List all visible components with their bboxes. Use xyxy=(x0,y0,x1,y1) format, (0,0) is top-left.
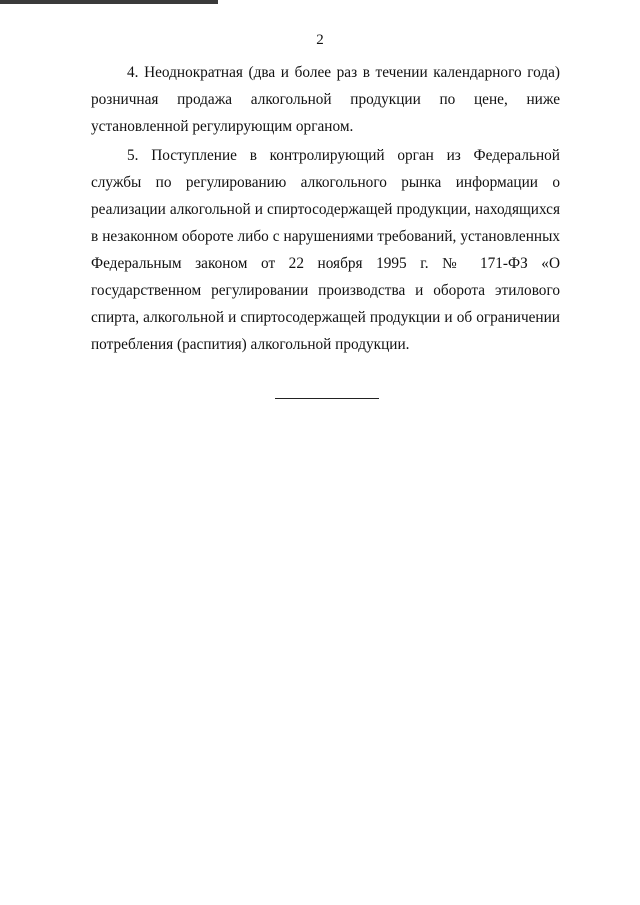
document-body xyxy=(91,59,560,358)
paragraph-item-4: 4. Неоднократная (два и более раз в течении календарного года) розничная продажа алкогольной продукции по цене, ниже установленной регулирующим органом. xyxy=(91,64,560,135)
end-separator-line xyxy=(275,398,379,399)
scan-edge-mark xyxy=(0,0,218,4)
paragraph-item-5: 5. Поступление в контролирующий орган из Федеральной службы по регулированию алкогольного рынка информации о реализации алкогольной и спиртосодержащей продукции, находящихся в незаконном обороте либо с нарушениями требований, установленных Федеральным законом от 22 ноября 1995 г. № 171-ФЗ «О государственном регулировании производства и оборота этилового спирта, алкогольной и спиртосодержащей продукции и об ограничении потребления (распития) алкогольной продукции. xyxy=(91,147,560,353)
page-number: 2 xyxy=(316,32,324,48)
